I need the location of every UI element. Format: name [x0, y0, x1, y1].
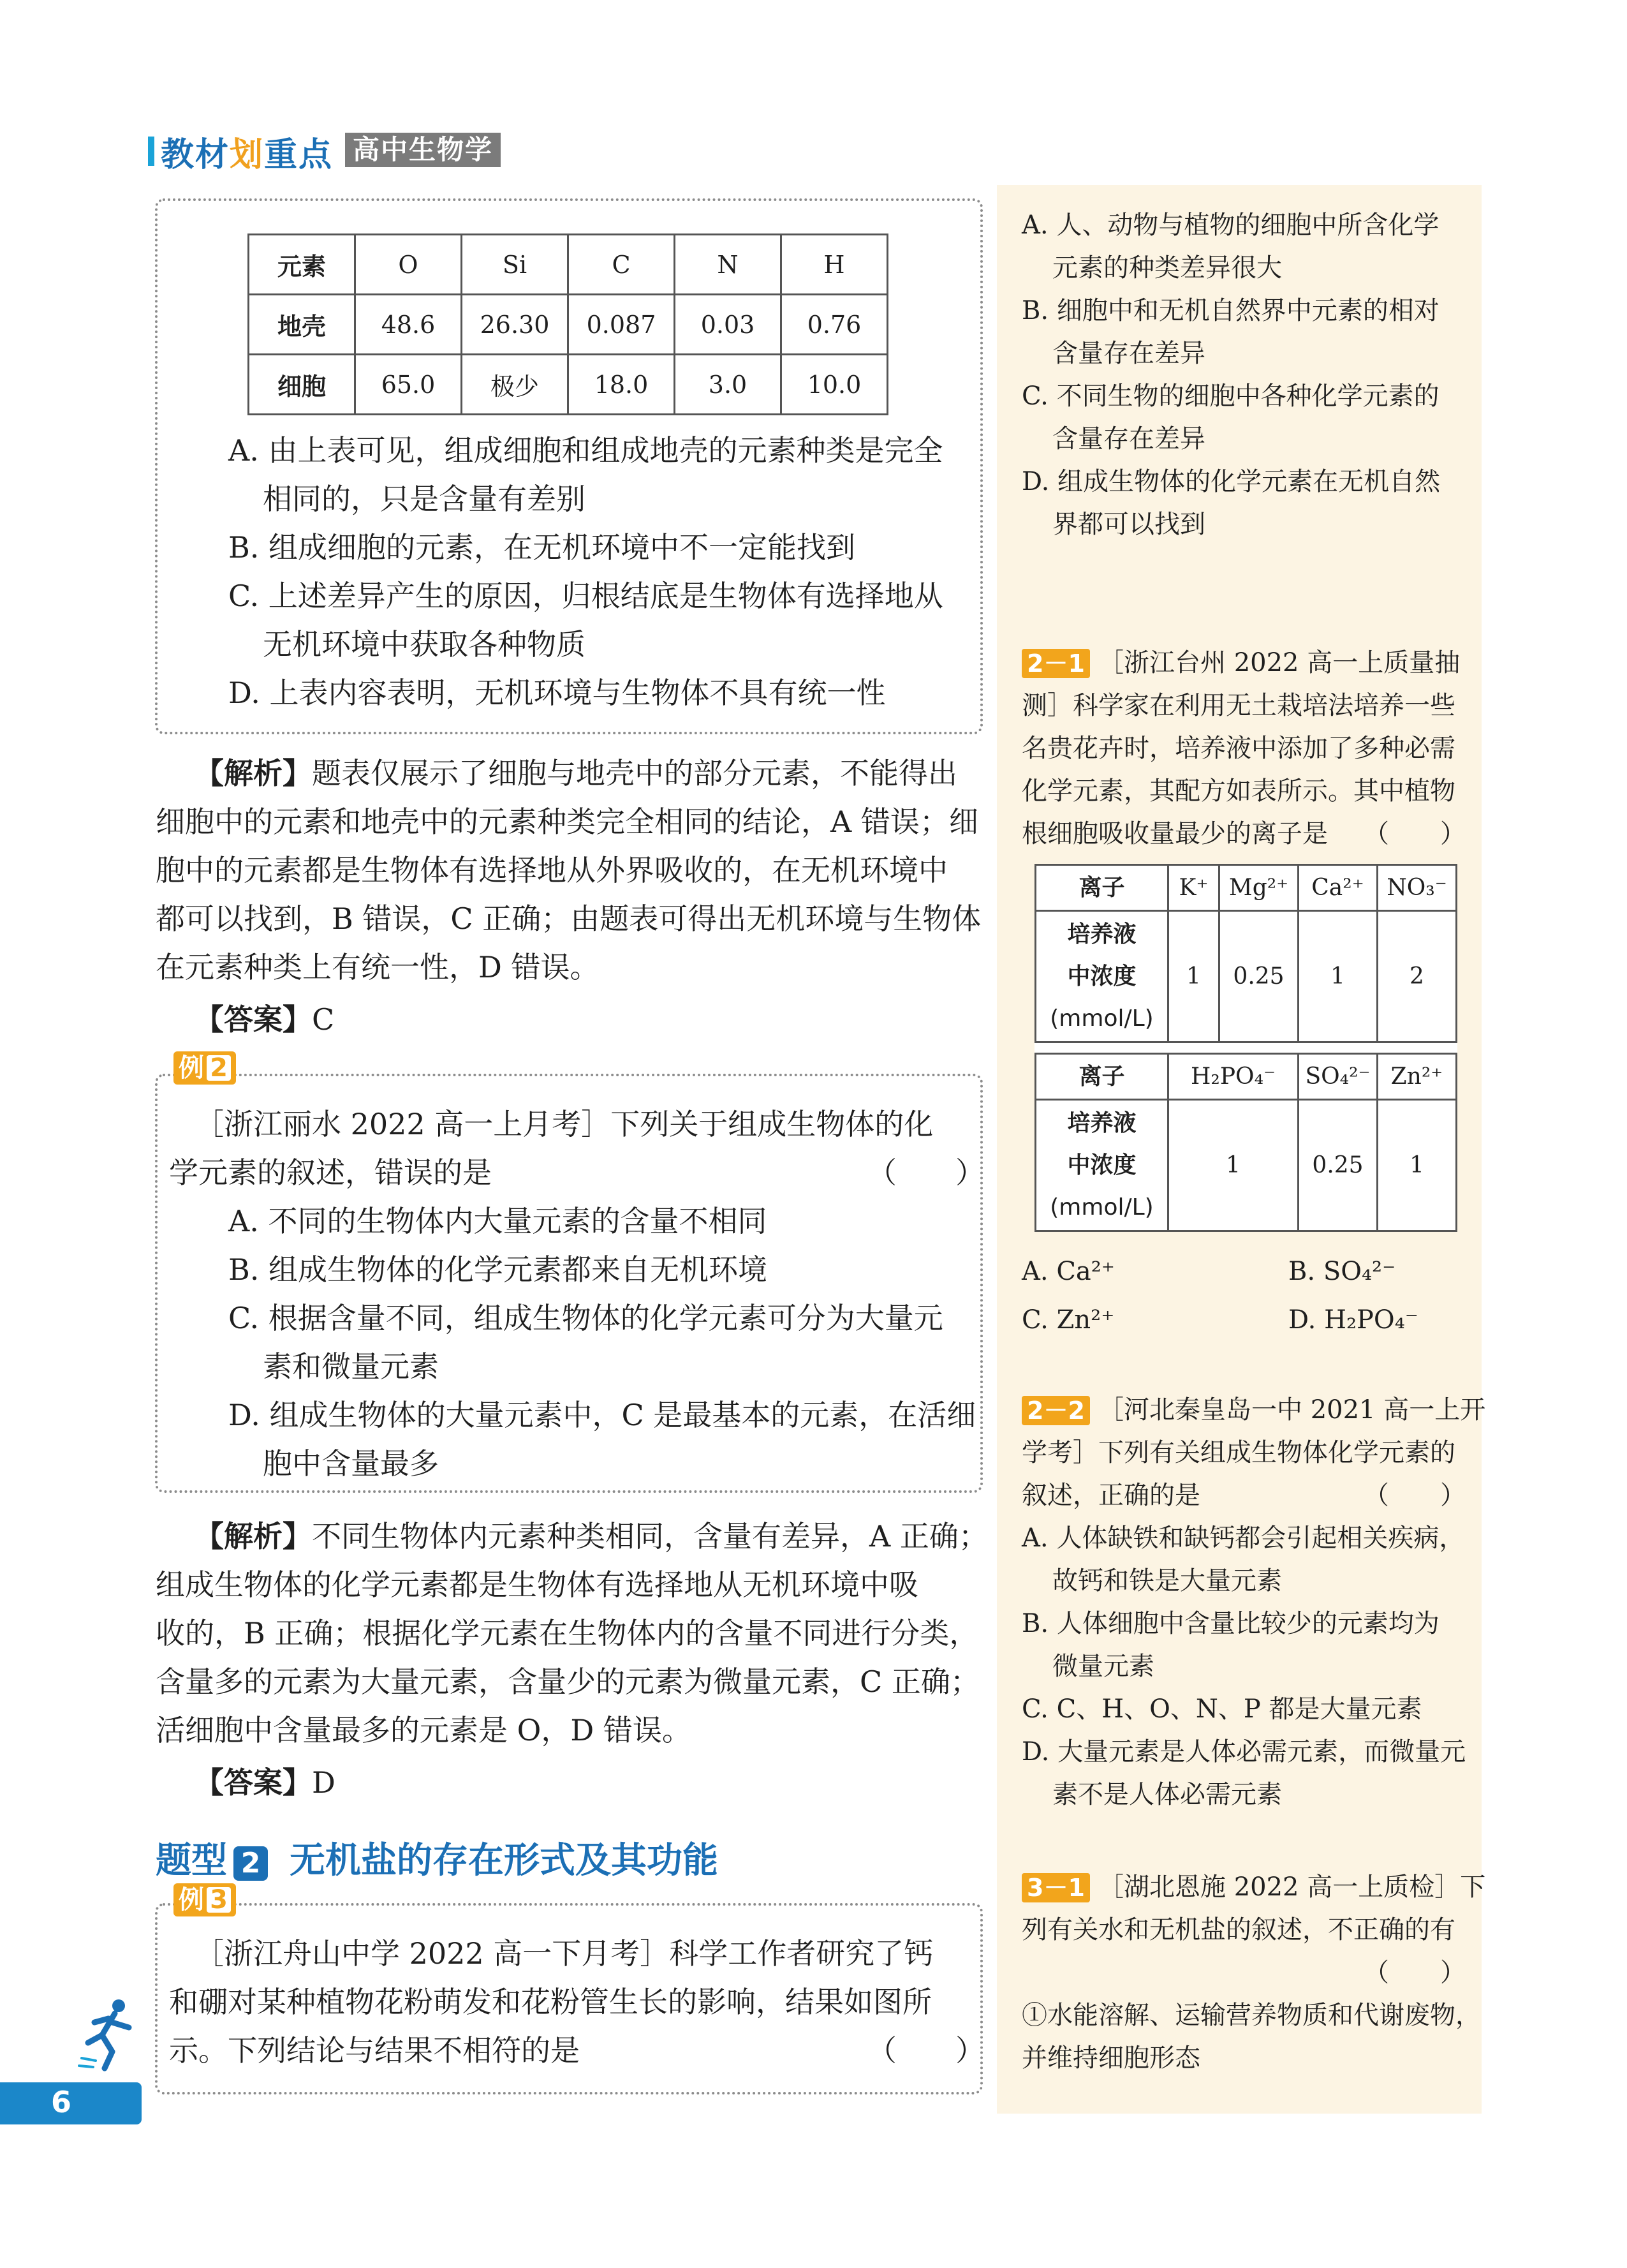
table-cell: 地壳 [249, 295, 355, 355]
table-cell: Ca²⁺ [1299, 865, 1378, 911]
ex2-option-b: B. 组成生物体的化学元素都来自无机环境 [228, 1252, 768, 1287]
q22-stem-line: ［河北秦皇岛一中 2021 高一上开 [1098, 1395, 1486, 1425]
table-cell: 65.0 [355, 355, 462, 415]
question-2-1-tag: 2－1 [1022, 649, 1090, 678]
answer-label: 【答案】 [195, 1765, 312, 1800]
q1-option-d: D. 上表内容表明，无机环境与生物体不具有统一性 [228, 676, 886, 710]
q22-option-d: D. 大量元素是人体必需元素，而微量元 [1022, 1737, 1466, 1767]
q31-stem-line: ［湖北恩施 2022 高一上质检］下 [1098, 1872, 1486, 1902]
runner-icon [77, 1997, 147, 2073]
q1-option-a-cont: 相同的，只是含量有差别 [263, 482, 585, 516]
table-cell: O [355, 235, 462, 295]
table-cell: 0.087 [568, 295, 675, 355]
ex2-option-a: A. 不同的生物体内大量元素的含量不相同 [228, 1204, 767, 1238]
table-cell: 3.0 [675, 355, 781, 415]
q31-item-1: ①水能溶解、运输营养物质和代谢废物， [1022, 2001, 1481, 2030]
q1-option-c-cont: 无机环境中获取各种物质 [263, 627, 585, 662]
ex2-analysis-line: 【解析】不同生物体内元素种类相同，含量有差异，A 正确； [195, 1519, 988, 1553]
ex2-option-c-cont: 素和微量元素 [263, 1349, 439, 1384]
table-cell: 0.25 [1219, 911, 1299, 1042]
table-cell: Si [462, 235, 568, 295]
table-cell: K⁺ [1168, 865, 1219, 911]
q1-analysis-line: 细胞中的元素和地壳中的元素种类完全相同的结论，A 错误；细 [156, 804, 978, 839]
table-cell: H [781, 235, 888, 295]
header-brand: 教材划重点 [161, 136, 334, 174]
page-number: 6 [51, 2085, 72, 2119]
table-cell: 0.03 [675, 295, 781, 355]
ex2-stem-line: ［浙江丽水 2022 高一上月考］下列关于组成生物体的化 [195, 1107, 934, 1141]
q1-analysis-line: 在元素种类上有统一性，D 错误。 [156, 950, 600, 984]
q22-option-b-cont: 微量元素 [1052, 1652, 1154, 1681]
q1-analysis-line: 【解析】题表仅展示了细胞与地壳中的部分元素，不能得出 [195, 756, 957, 790]
q31-item-1-cont: 并维持细胞形态 [1022, 2043, 1200, 2073]
table-cell: 10.0 [781, 355, 888, 415]
table-cell: 48.6 [355, 295, 462, 355]
q21-stem-line: 化学元素，其配方如表所示。其中植物 [1022, 776, 1455, 806]
header-subject: 高中生物学 [345, 133, 501, 167]
right-option-a-cont: 元素的种类差异很大 [1052, 253, 1282, 283]
table-cell: SO₄²⁻ [1299, 1054, 1378, 1100]
header-accent-bar [148, 137, 154, 166]
q21-stem-line: 测］科学家在利用无土栽培法培养一些 [1022, 691, 1455, 720]
ex3-stem-line: 和硼对某种植物花粉萌发和花粉管生长的影响，结果如图所 [169, 1985, 932, 2019]
ex2-answer: 【答案】D [195, 1765, 335, 1800]
q22-stem-line: 叙述，正确的是 [1022, 1481, 1200, 1510]
answer-label: 【答案】 [195, 1002, 312, 1037]
ex2-option-d: D. 组成生物体的大量元素中，C 是最基本的元素，在活细 [228, 1398, 976, 1432]
ex2-analysis-line: 含量多的元素为大量元素，含量少的元素为微量元素，C 正确； [156, 1664, 980, 1699]
table-cell: 离子 [1036, 1054, 1168, 1100]
q21-option-d: D. H₂PO₄⁻ [1288, 1305, 1418, 1335]
table-cell: NO₃⁻ [1378, 865, 1457, 911]
ex2-answer-paren: （ ） [867, 1155, 985, 1190]
q31-stem-line: 列有关水和无机盐的叙述，不正确的有 [1022, 1915, 1455, 1945]
q21-option-c: C. Zn²⁺ [1022, 1305, 1115, 1335]
q22-option-c: C. C、H、O、N、P 都是大量元素 [1022, 1694, 1422, 1724]
ex3-stem-line: 示。下列结论与结果不相符的是 [169, 2033, 580, 2068]
ex3-stem-line: ［浙江舟山中学 2022 高一下月考］科学工作者研究了钙 [195, 1936, 934, 1971]
table-cell: H₂PO₄⁻ [1168, 1054, 1299, 1100]
right-option-c-cont: 含量存在差异 [1052, 424, 1205, 454]
section-heading: 题型 2 无机盐的存在形式及其功能 [156, 1840, 718, 1881]
analysis-label: 【解析】 [195, 1519, 312, 1553]
table-cell: Mg²⁺ [1219, 865, 1299, 911]
right-option-b-cont: 含量存在差异 [1052, 339, 1205, 368]
table-cell: N [675, 235, 781, 295]
table-cell: 细胞 [249, 355, 355, 415]
q1-option-a: A. 由上表可见，组成细胞和组成地壳的元素种类是完全 [228, 433, 943, 468]
table-cell: 2 [1378, 911, 1457, 1042]
right-option-d-cont: 界都可以找到 [1052, 510, 1205, 539]
ex2-analysis-line: 收的，B 正确；根据化学元素在生物体内的含量不同进行分类， [156, 1616, 979, 1650]
example-2-tag: 例 2 [173, 1051, 236, 1085]
table-cell: 0.76 [781, 295, 888, 355]
table-cell: 1 [1299, 911, 1378, 1042]
table-cell: 1 [1378, 1100, 1457, 1231]
q31-answer-paren: （ ） [1364, 1958, 1466, 1987]
q1-analysis-line: 都可以找到，B 错误，C 正确；由题表可得出无机环境与生物体 [156, 901, 982, 936]
table-cell: 离子 [1036, 865, 1168, 911]
right-option-c: C. 不同生物的细胞中各种化学元素的 [1022, 382, 1439, 411]
right-option-d: D. 组成生物体的化学元素在无机自然 [1022, 467, 1441, 496]
q22-answer-paren: （ ） [1364, 1481, 1466, 1510]
table-cell: 极少 [462, 355, 568, 415]
q21-option-a: A. Ca²⁺ [1022, 1257, 1115, 1286]
ex2-stem-line: 学元素的叙述，错误的是 [169, 1155, 492, 1190]
question-3-1-tag: 3－1 [1022, 1873, 1090, 1902]
q22-option-a: A. 人体缺铁和缺钙都会引起相关疾病， [1022, 1523, 1465, 1553]
q22-option-a-cont: 故钙和铁是大量元素 [1052, 1566, 1282, 1596]
right-option-a: A. 人、动物与植物的细胞中所含化学 [1022, 211, 1439, 240]
table-cell: 培养液 中浓度 (mmol/L) [1036, 911, 1168, 1042]
ex2-analysis-line: 组成生物体的化学元素都是生物体有选择地从无机环境中吸 [156, 1568, 918, 1602]
right-option-b: B. 细胞中和无机自然界中元素的相对 [1022, 296, 1439, 325]
table-cell: 26.30 [462, 295, 568, 355]
q21-stem-line: 名贵花卉时，培养液中添加了多种必需 [1022, 734, 1455, 763]
analysis-label: 【解析】 [195, 756, 312, 790]
table-cell: 18.0 [568, 355, 675, 415]
q1-option-b: B. 组成细胞的元素，在无机环境中不一定能找到 [228, 530, 856, 565]
question-2-2-tag: 2－2 [1022, 1396, 1090, 1425]
q21-stem-line: ［浙江台州 2022 高一上质量抽 [1098, 648, 1461, 678]
table-cell: 1 [1168, 1100, 1299, 1231]
table-cell: 0.25 [1299, 1100, 1378, 1231]
table-cell: 培养液 中浓度 (mmol/L) [1036, 1100, 1168, 1231]
ex2-analysis-line: 活细胞中含量最多的元素是 O，D 错误。 [156, 1713, 691, 1747]
ion-table [1034, 864, 1457, 1232]
ex3-answer-paren: （ ） [867, 2033, 985, 2068]
q21-stem-line: 根细胞吸收量最少的离子是 [1022, 819, 1328, 849]
q22-option-d-cont: 素不是人体必需元素 [1052, 1780, 1282, 1809]
table-cell: 1 [1168, 911, 1219, 1042]
table-cell: 元素 [249, 235, 355, 295]
table-cell: C [568, 235, 675, 295]
q21-answer-paren: （ ） [1364, 819, 1466, 849]
q1-analysis-line: 胞中的元素都是生物体有选择地从外界吸收的，在无机环境中 [156, 853, 948, 887]
table-cell: Zn²⁺ [1378, 1054, 1457, 1100]
element-table [247, 233, 888, 415]
ex2-option-c: C. 根据含量不同，组成生物体的化学元素可分为大量元 [228, 1301, 943, 1335]
example-3-tag: 例 3 [173, 1883, 236, 1916]
q1-option-c: C. 上述差异产生的原因，归根结底是生物体有选择地从 [228, 579, 943, 613]
q22-stem-line: 学考］下列有关组成生物体化学元素的 [1022, 1438, 1455, 1467]
q22-option-b: B. 人体细胞中含量比较少的元素均为 [1022, 1609, 1439, 1638]
ex2-option-d-cont: 胞中含量最多 [263, 1446, 439, 1481]
q21-option-b: B. SO₄²⁻ [1288, 1257, 1396, 1286]
q1-answer: 【答案】C [195, 1002, 335, 1037]
